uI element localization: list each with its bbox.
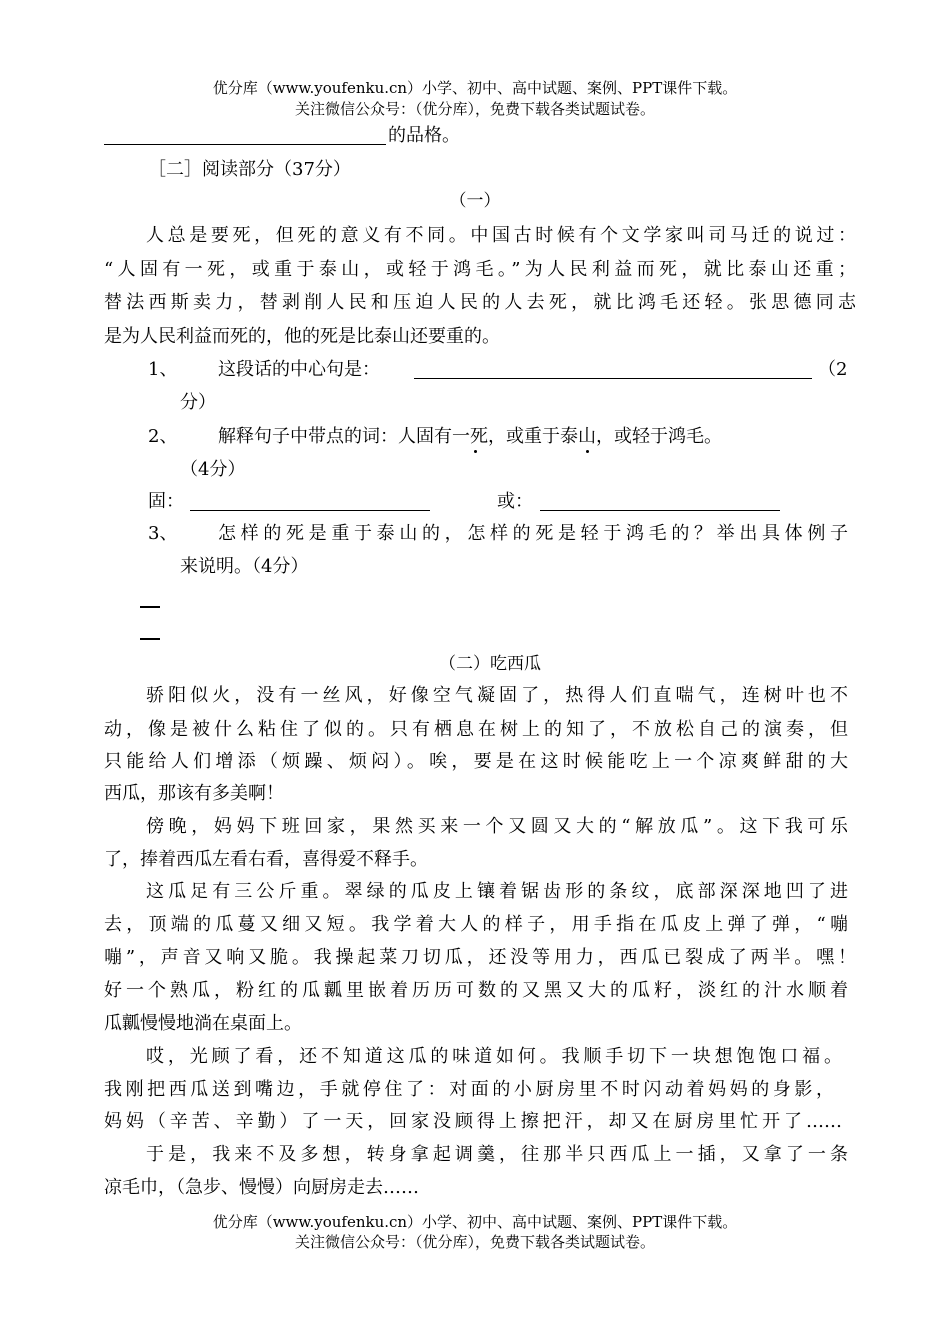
q1-score-b: 分） [180, 392, 216, 413]
passage2-line: 骄阳似火，没有一丝风，好像空气凝固了，热得人们直喘气，连树叶也不 [146, 685, 848, 706]
passage2-line: 哎，光顾了看，还不知道这瓜的味道如何。我顺手切下一块想饱饱口福。 [146, 1046, 842, 1067]
q2-answer-blank-gu[interactable] [190, 492, 430, 511]
emphasis-dot [474, 450, 477, 453]
footer-line-2: 关注微信公众号：（优分库），免费下载各类试题试卷。 [294, 1233, 655, 1251]
passage2-heading: （二）吃西瓜 [439, 654, 541, 674]
passage2-line: 去，顶端的瓜蔓又细又短。我学着大人的样子，用手指在瓜皮上弹了弹，“嘣 [104, 914, 848, 935]
answer-blank-intro[interactable] [104, 126, 386, 145]
intro-tail: 的品格。 [388, 125, 460, 146]
q2-number: 2、 [148, 426, 178, 447]
footer-line-1: 优分库（www.youfenku.cn）小学、初中、高中试题、案例、PPT课件下载。 [212, 1213, 738, 1231]
passage1-line: “人固有一死，或重于泰山，或轻于鸿毛。”为人民利益而死，就比泰山还重； [104, 259, 856, 280]
header-line-1: 优分库（www.youfenku.cn）小学、初中、高中试题、案例、PPT课件下载。 [212, 79, 738, 97]
q3-text-2: 来说明。（4分） [180, 556, 309, 577]
q2-answer-blank-huo[interactable] [540, 492, 780, 511]
passage2-line: 嘣”，声音又响又脆。我操起菜刀切瓜，还没等用力，西瓜已裂成了两半。嘿！ [104, 947, 856, 968]
section-title-reading: ［二］阅读部分（37分） [148, 159, 351, 180]
passage2-line: 瓜瓤慢慢地淌在桌面上。 [104, 1013, 302, 1034]
q1-number: 1、 [148, 359, 178, 380]
answer-line-short[interactable] [140, 638, 160, 640]
passage1-line: 替法西斯卖力，替剥削人民和压迫人民的人去死，就比鸿毛还轻。张思德同志 [104, 292, 856, 313]
q3-number: 3、 [148, 523, 178, 544]
passage2-line: 了，捧着西瓜左看右看，喜得爱不释手。 [104, 849, 428, 870]
passage2-line: 好一个熟瓜，粉红的瓜瓤里嵌着历历可数的又黑又大的瓜籽，淡红的汁水顺着 [104, 980, 848, 1001]
passage1-line: 人总是要死，但死的意义有不同。中国古时候有个文学家叫司马迁的说过： [146, 225, 856, 246]
passage2-line: 西瓜，那该有多美啊！ [104, 783, 284, 804]
q2-label-gu: 固： [148, 491, 184, 512]
header-line-2: 关注微信公众号：（优分库），免费下载各类试题试卷。 [294, 100, 655, 118]
passage1-line: 是为人民利益而死的，他的死是比泰山还要重的。 [104, 326, 500, 347]
q2-label-huo: 或： [497, 491, 533, 512]
passage2-line: 动，像是被什么粘住了似的。只有栖息在树上的知了，不放松自己的演奏，但 [104, 719, 848, 740]
passage2-line: 于是，我来不及多想，转身拿起调羹，往那半只西瓜上一插，又拿了一条 [146, 1144, 848, 1165]
passage2-line: 傍晚，妈妈下班回家，果然买来一个又圆又大的“解放瓜”。这下我可乐 [146, 816, 848, 837]
q1-answer-blank[interactable] [414, 360, 812, 379]
passage2-line: 妈妈（辛苦、辛勤）了一天，回家没顾得上擦把汗，却又在厨房里忙开了…… [104, 1111, 842, 1132]
q2-score: （4分） [180, 459, 246, 480]
emphasis-dot [586, 450, 589, 453]
q1-score-a: （2 [818, 359, 848, 380]
q1-text: 这段话的中心句是： [218, 359, 380, 380]
passage2-line: 我刚把西瓜送到嘴边，手就停住了：对面的小厨房里不时闪动着妈妈的身影， [104, 1079, 834, 1100]
passage2-line: 这瓜足有三公斤重。翠绿的瓜皮上镶着锯齿形的条纹，底部深深地凹了进 [146, 881, 848, 902]
answer-line-short[interactable] [140, 606, 160, 608]
q3-text: 怎样的死是重于泰山的，怎样的死是轻于鸿毛的？举出具体例子 [218, 523, 848, 544]
q2-text: 解释句子中带点的词：人固有一死，或重于泰山，或轻于鸿毛。 [218, 426, 722, 447]
passage2-line: 只能给人们增添（烦躁、烦闷）。唉，要是在这时候能吃上一个凉爽鲜甜的大 [104, 751, 848, 772]
passage2-line: 凉毛巾，（急步、慢慢）向厨房走去…… [104, 1177, 419, 1198]
passage1-heading: （一） [449, 191, 501, 211]
